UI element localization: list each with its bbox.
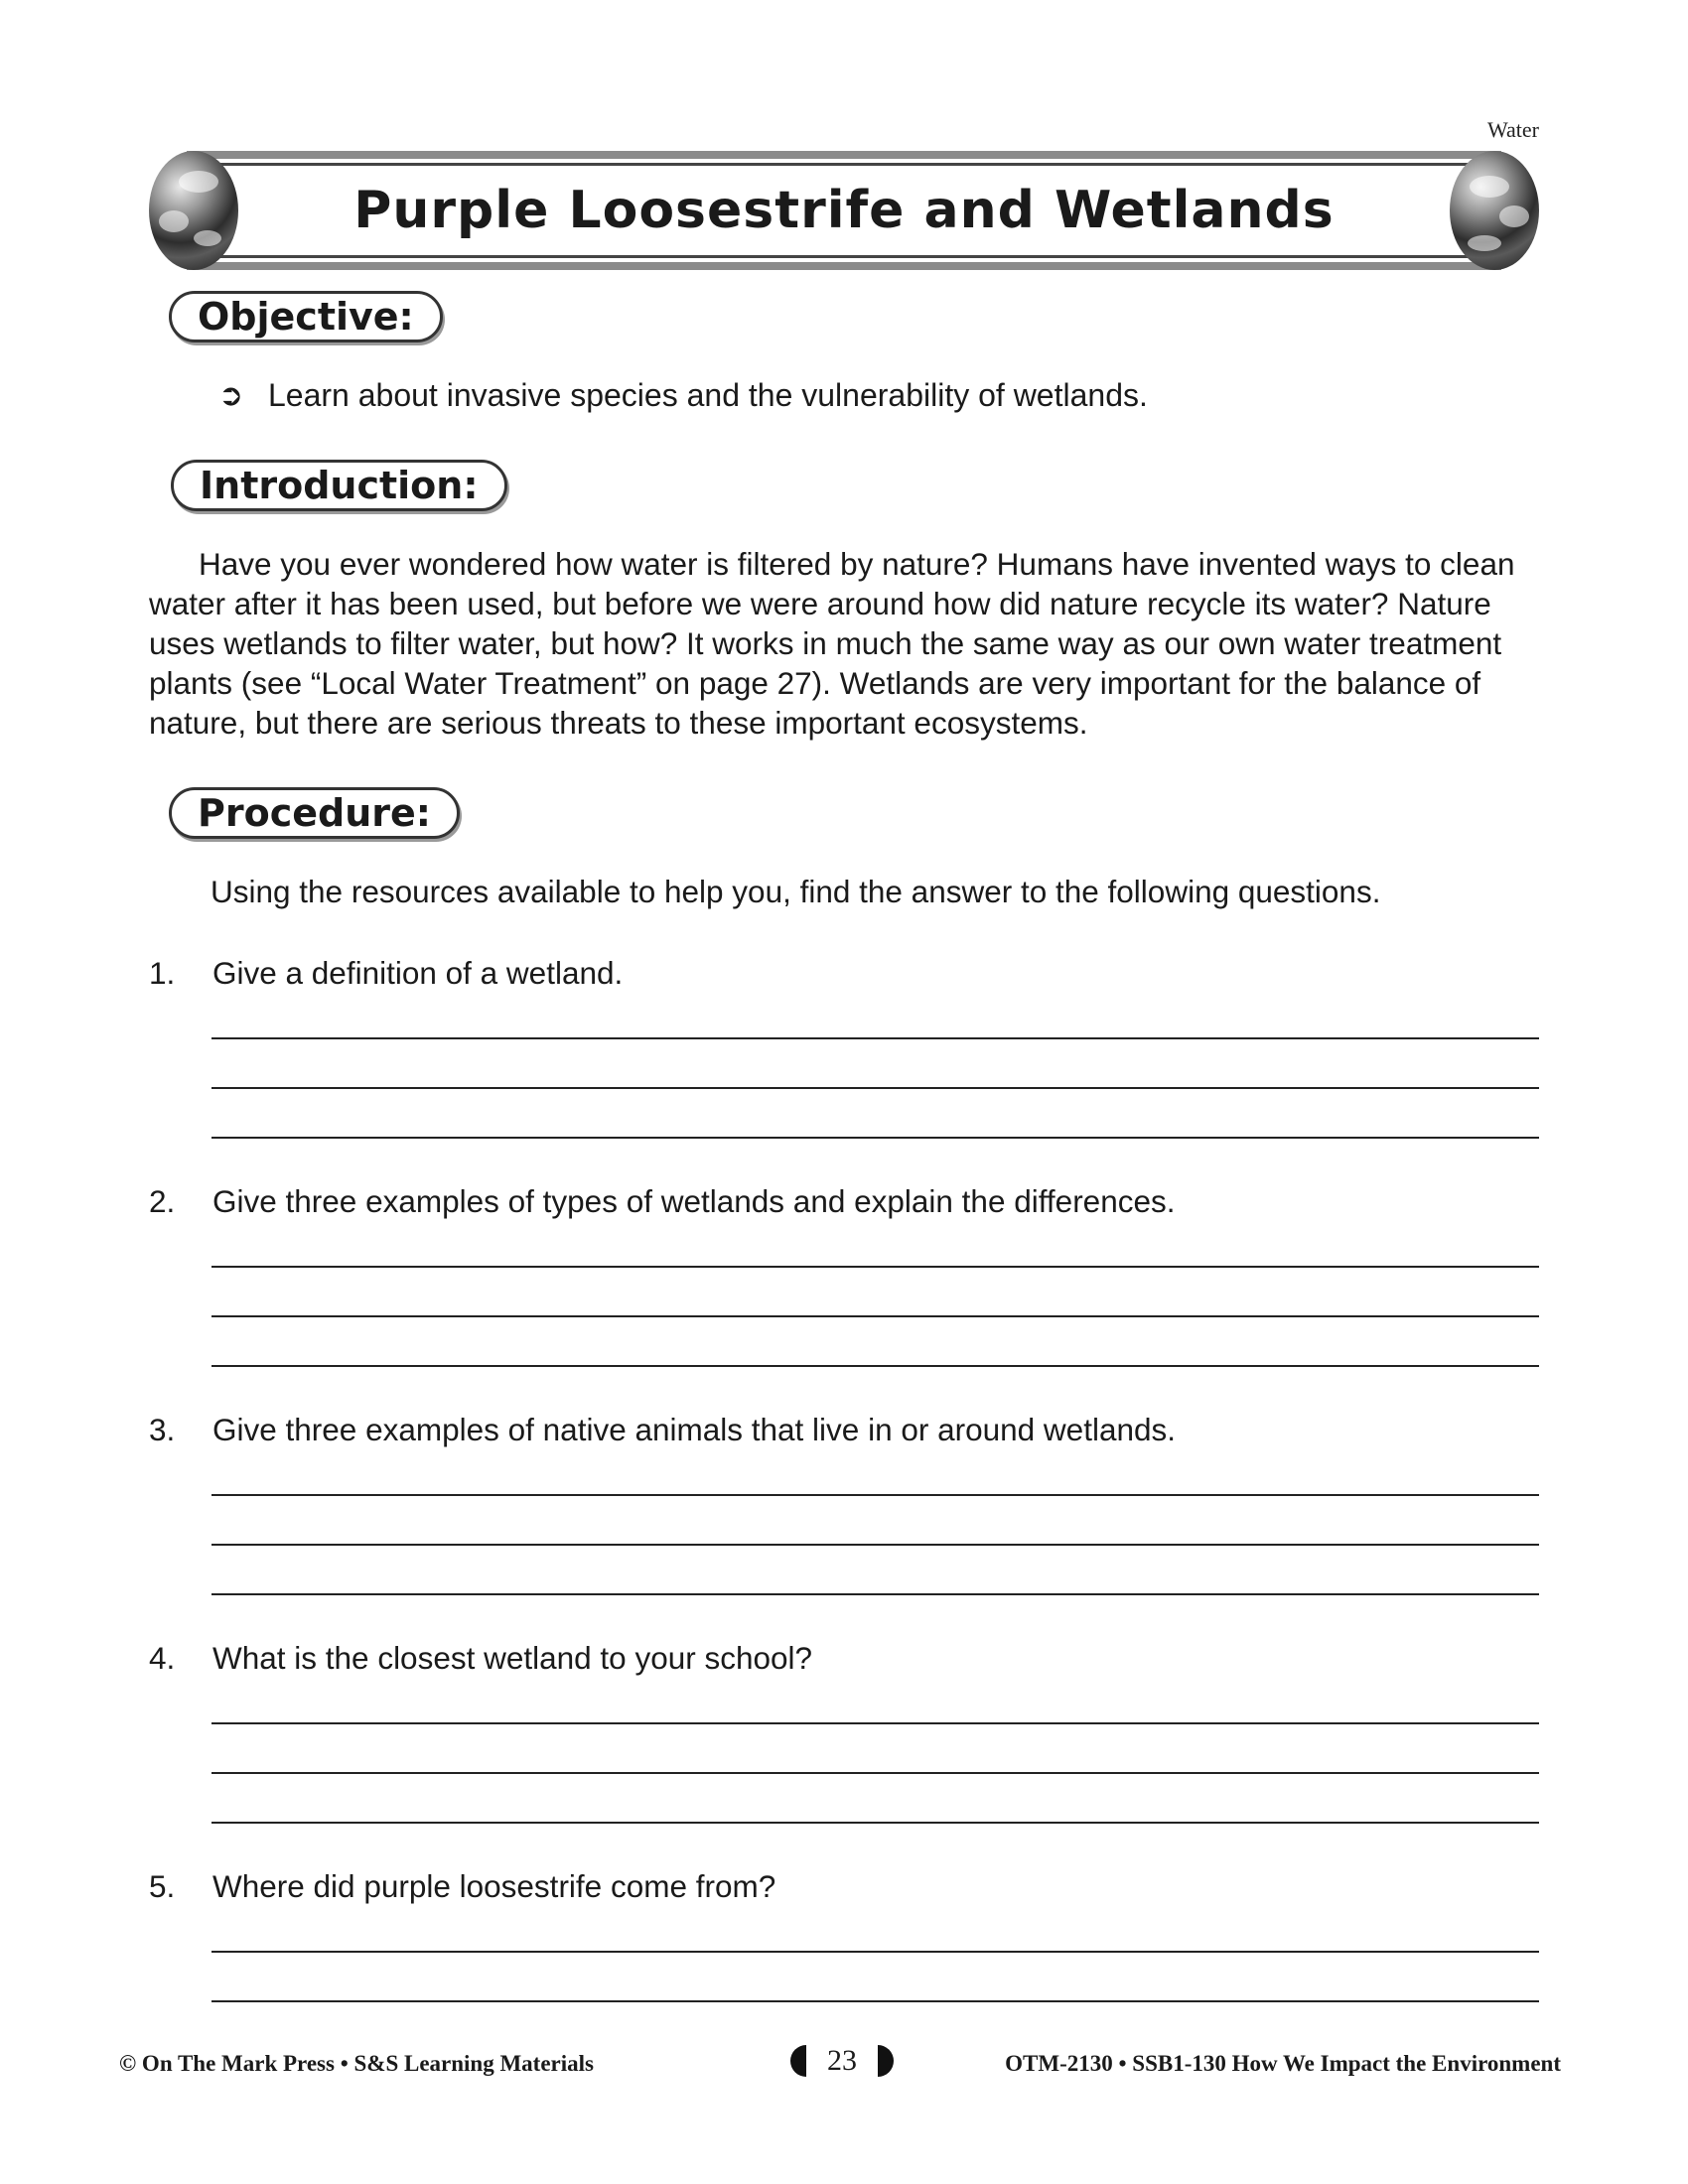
arrow-bullet-icon: ➲ [218, 379, 244, 412]
left-half-circle-icon [790, 2045, 806, 2077]
question-number: 4. [149, 1640, 176, 1676]
introduction-paragraph [149, 544, 1539, 743]
question-number: 2. [149, 1183, 176, 1219]
question-2 [149, 1183, 1176, 1220]
objective-text: Learn about invasive species and the vulnerability of wetlands. [268, 377, 1148, 413]
page-title: Purple Loosestrife and Wetlands [353, 181, 1335, 240]
question-text: Give three examples of types of wetlands and explain the differences. [212, 1183, 1176, 1219]
answer-line[interactable] [211, 1315, 1539, 1317]
globe-icon [149, 151, 238, 270]
question-4 [149, 1640, 812, 1677]
question-text: Give a definition of a wetland. [212, 955, 624, 991]
question-text: Give three examples of native animals that live in or around wetlands. [212, 1412, 1177, 1447]
introduction-text: Have you ever wondered how water is filtered by nature? Humans have invented ways to clean water after it has been used, but before we were around how did nature recycle its water? Nature uses wetlands to filter water, but how? It works in much the same way as our own water treatment plants (see “Local Water Treatment” on page 27). Wetlands are very important for the balance of nature, but there are serious threats to these important ecosystems. [149, 546, 1515, 741]
question-5 [149, 1868, 775, 1905]
answer-line[interactable] [211, 1037, 1539, 1039]
answer-line[interactable] [211, 1365, 1539, 1367]
question-number: 1. [149, 955, 176, 991]
title-banner [149, 151, 1539, 270]
page-number-text: 23 [827, 2044, 857, 2077]
answer-line[interactable] [211, 1951, 1539, 1953]
answer-line[interactable] [211, 2000, 1539, 2002]
globe-icon [1450, 151, 1539, 270]
answer-line[interactable] [211, 1266, 1539, 1268]
answer-line[interactable] [211, 1593, 1539, 1595]
question-number: 5. [149, 1868, 176, 1904]
question-text: What is the closest wetland to your school? [212, 1640, 813, 1676]
procedure-text: Using the resources available to help you, find the answer to the following questions. [211, 874, 1381, 909]
right-half-circle-icon [878, 2045, 894, 2077]
question-text: Where did purple loosestrife come from? [212, 1868, 776, 1904]
footer-copyright: © On The Mark Press • S&S Learning Materials [119, 2051, 594, 2076]
question-number: 3. [149, 1412, 176, 1447]
introduction-heading: Introduction: [171, 460, 507, 511]
answer-line[interactable] [211, 1722, 1539, 1724]
objective-heading: Objective: [169, 291, 443, 342]
question-1 [149, 955, 623, 992]
answer-line[interactable] [211, 1494, 1539, 1496]
question-3 [149, 1412, 1176, 1448]
section-label: Water [1487, 117, 1539, 142]
answer-line[interactable] [211, 1137, 1539, 1139]
answer-line[interactable] [211, 1772, 1539, 1774]
answer-line[interactable] [211, 1544, 1539, 1546]
page-number [790, 2041, 894, 2081]
answer-line[interactable] [211, 1087, 1539, 1089]
footer-book-code: OTM-2130 • SSB1-130 How We Impact the Environment [1005, 2051, 1561, 2076]
objective-item [218, 377, 1148, 414]
procedure-heading: Procedure: [169, 787, 460, 839]
answer-line[interactable] [211, 1822, 1539, 1824]
